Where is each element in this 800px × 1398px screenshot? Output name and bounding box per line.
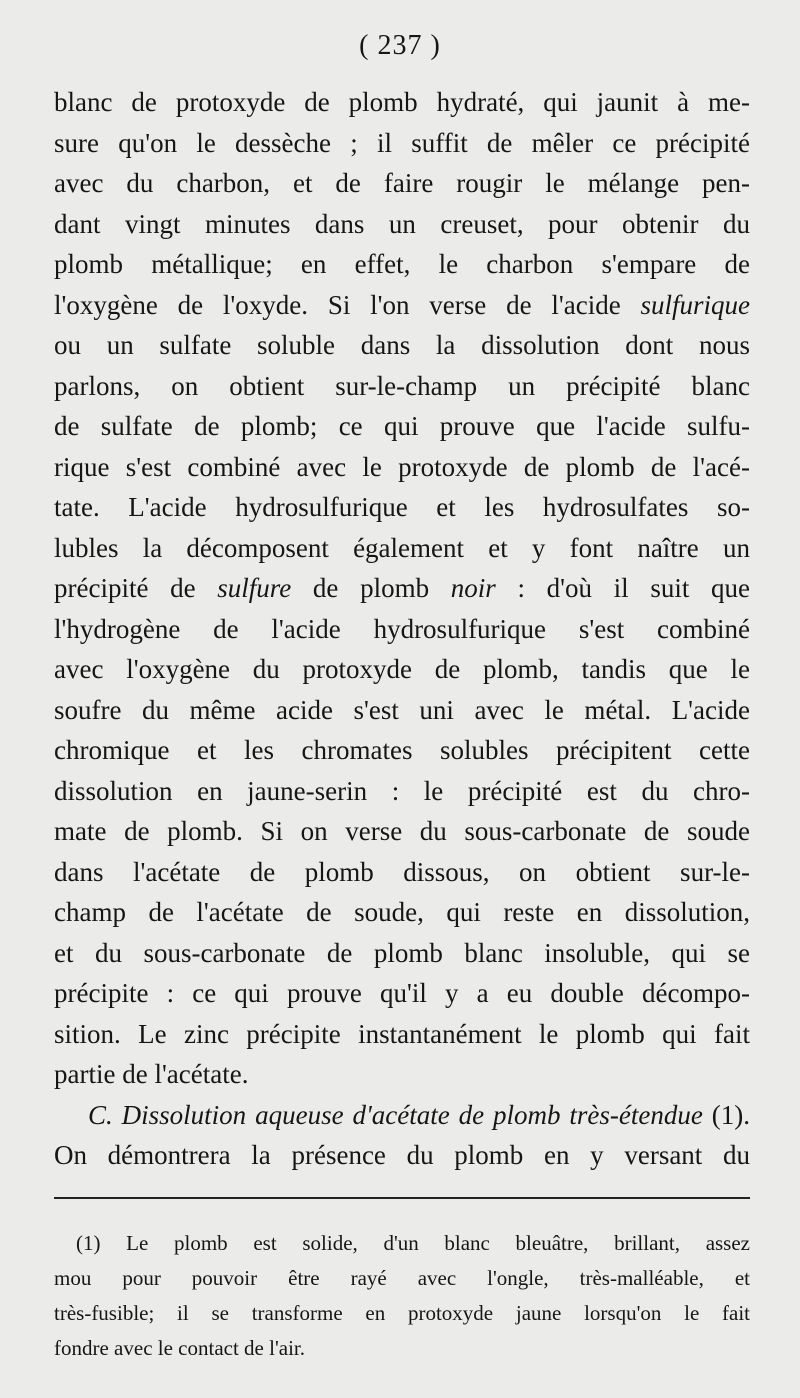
footnotes — [54, 1226, 750, 1366]
text-line: partie de l'acétate. — [54, 1059, 249, 1089]
text-line: lubles la décomposent également et y font naître un — [54, 532, 750, 563]
text-line: précipite : ce qui prouve qu'il y a eu double décompo- — [54, 978, 750, 1008]
text-line: de sulfate de plomb; ce qui prouve que l'acide sulfu- — [54, 411, 750, 441]
text-line: blanc de protoxyde de plomb hydraté, qui jaunit à me- — [54, 87, 750, 117]
footnote-line: très-fusible; il se transforme en protoxyde jaune lorsqu'on le fait — [54, 1301, 750, 1325]
text-line: l'hydrogène de l'acide hydrosulfurique s'est combiné — [54, 613, 750, 644]
text-line: chromique et les chromates solubles précipitent cette — [54, 735, 750, 765]
text-line: plomb métallique; en effet, le charbon s'empare de — [54, 249, 750, 279]
text-line: ou un sulfate soluble dans la dissolution dont nous — [54, 330, 750, 360]
section-heading-line — [54, 1095, 750, 1136]
text-span: de plomb — [291, 573, 451, 603]
text-line: champ de l'acétate de soude, qui reste en dissolution, — [54, 897, 750, 927]
text-line: parlons, on obtient sur-le-champ un précipité blanc — [54, 370, 750, 401]
text-line: soufre du même acide s'est uni avec le métal. L'acide — [54, 694, 750, 725]
footnote-divider — [54, 1197, 750, 1199]
text-line: avec l'oxygène du protoxyde de plomb, tandis que le — [54, 654, 750, 684]
italic-term: noir — [450, 573, 496, 603]
page-number: ( 237 ) — [359, 30, 441, 61]
text-line: dant vingt minutes dans un creuset, pour obtenir du — [54, 208, 750, 239]
footnote-line: fondre avec le contact de l'air. — [54, 1336, 305, 1360]
section-heading: C. Dissolution aqueuse d'acétate de plomb très-étendue — [88, 1099, 703, 1130]
text-line — [54, 568, 750, 609]
text-line: avec du charbon, et de faire rougir le mélange pen- — [54, 168, 750, 198]
text-line: rique s'est combiné avec le protoxyde de plomb de l'acé- — [54, 451, 750, 482]
italic-term: sulfure — [217, 573, 292, 603]
text-line: On démontrera la présence du plomb en y versant du — [54, 1140, 750, 1170]
text-line: tate. L'acide hydrosulfurique et les hydrosulfates so- — [54, 492, 750, 522]
text-line — [54, 285, 750, 326]
italic-term: sulfurique — [640, 289, 750, 320]
text-span: précipité de — [54, 573, 218, 603]
text-line: mate de plomb. Si on verse du sous-carbonate de soude — [54, 816, 750, 846]
text-line: dans l'acétate de plomb dissous, on obtient sur-le- — [54, 856, 750, 887]
text-line: sure qu'on le dessèche ; il suffit de mêler ce précipité — [54, 127, 750, 158]
body-text — [54, 82, 750, 1176]
text-line: et du sous-carbonate de plomb blanc insoluble, qui se — [54, 937, 750, 968]
footnote-line: mou pour pouvoir être rayé avec l'ongle, très-malléable, et — [54, 1266, 750, 1290]
text-line: dissolution en jaune-serin : le précipité est du chro- — [54, 775, 750, 806]
text-span: l'oxygène de l'oxyde. Si l'on verse de l'acide — [54, 289, 641, 320]
footnote-reference: (1). — [702, 1099, 750, 1130]
text-line: sition. Le zinc précipite instantanément le plomb qui fait — [54, 1018, 750, 1049]
footnote-line: (1) Le plomb est solide, d'un blanc bleuâtre, brillant, assez — [76, 1231, 750, 1255]
text-span: : d'où il suit que — [495, 573, 750, 603]
